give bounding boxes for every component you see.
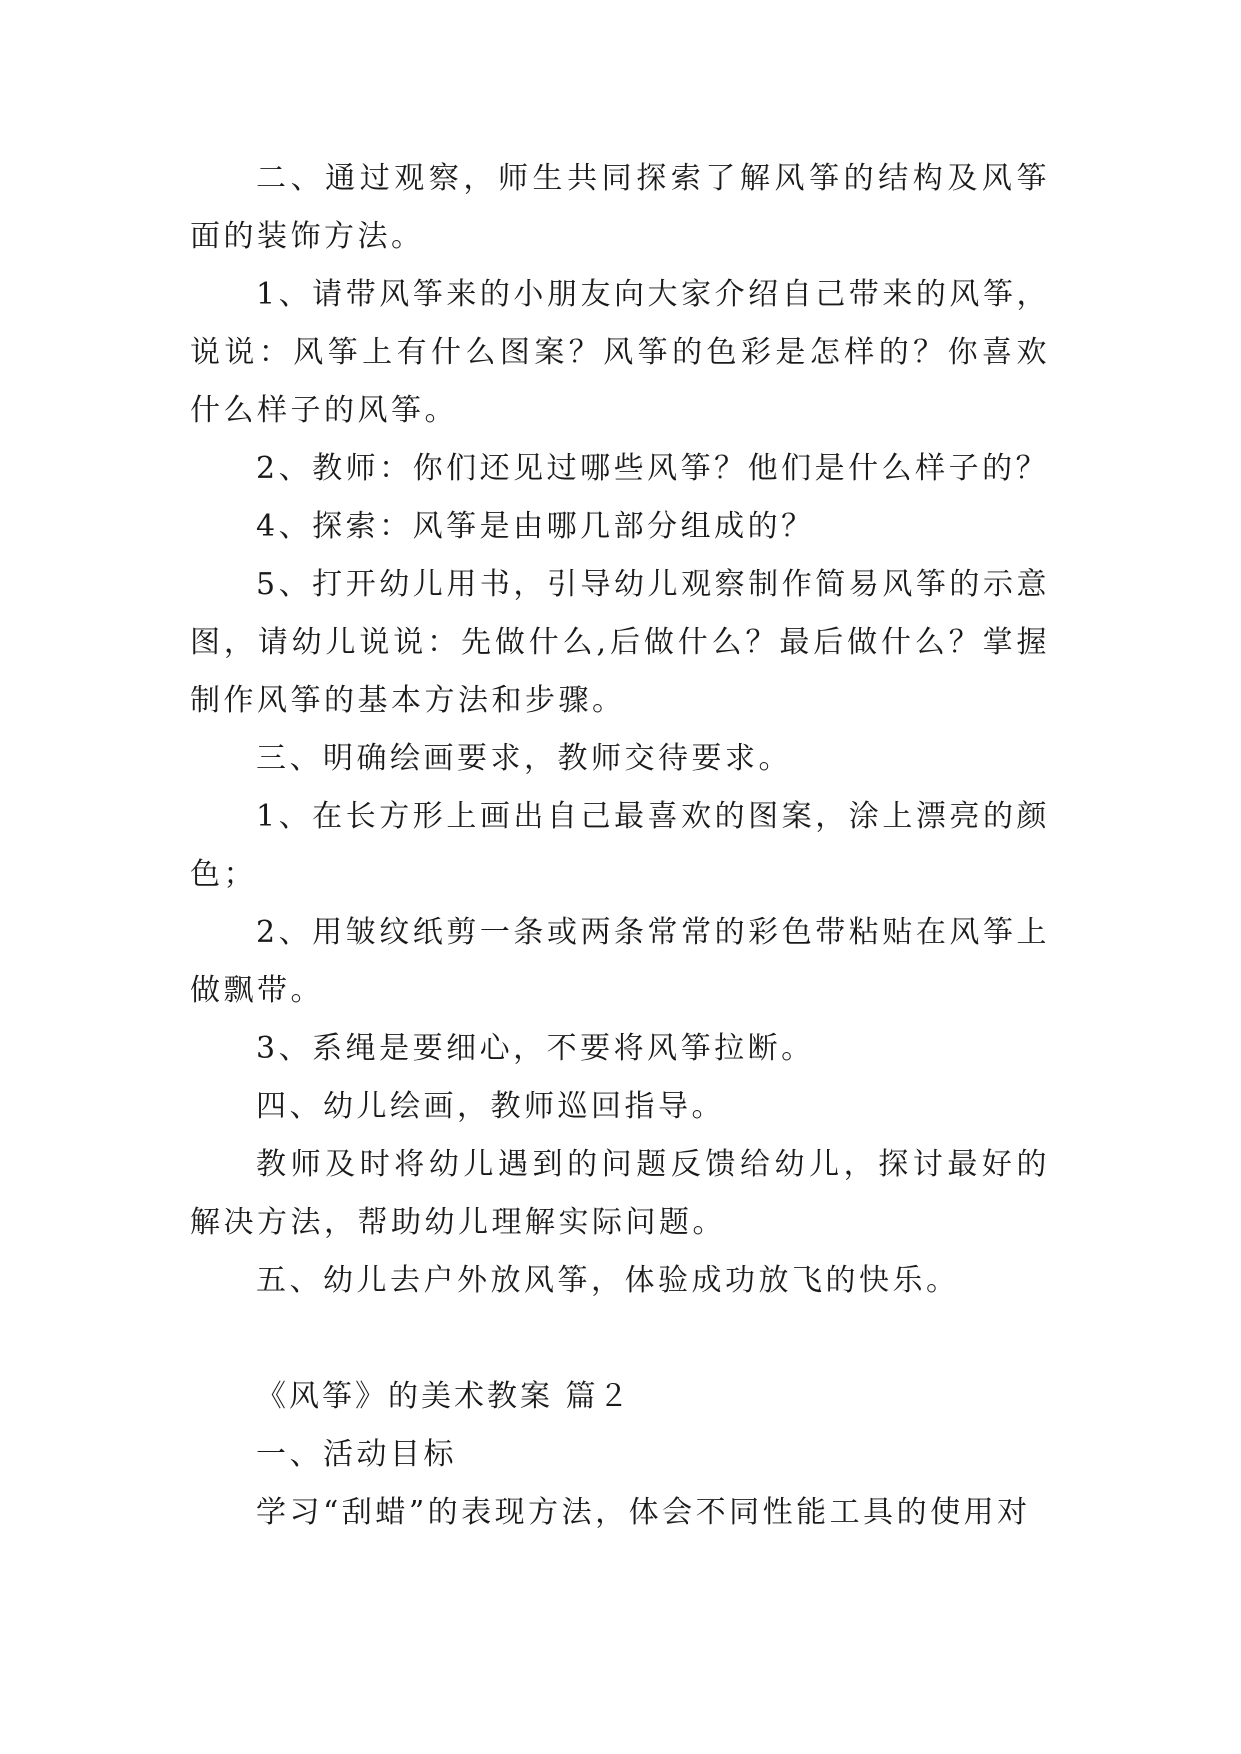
paragraph: 五、幼儿去户外放风筝，体验成功放飞的快乐。 [256,1263,960,1298]
paragraph: 四、幼儿绘画，教师巡回指导。 [256,1089,725,1124]
section-gap [190,1310,1050,1368]
paragraph: 一、活动目标 [256,1437,457,1472]
paragraph: 2、用皱纹纸剪一条或两条常常的彩色带粘贴在风筝上做飘带。 [190,915,1050,1008]
paragraph: 学习“刮蜡”的表现方法，体会不同性能工具的使用对 [256,1495,1031,1530]
paragraph: 教师及时将幼儿遇到的问题反馈给幼儿，探讨最好的解决方法，帮助幼儿理解实际问题。 [190,1147,1050,1240]
paragraph: 2、教师：你们还见过哪些风筝？他们是什么样子的？ [256,451,1050,486]
paragraph: 3、系绳是要细心，不要将风筝拉断。 [256,1031,815,1066]
paragraph: 1、在长方形上画出自己最喜欢的图案，涂上漂亮的颜色； [190,799,1050,892]
paragraph: 5、打开幼儿用书，引导幼儿观察制作简易风筝的示意图，请幼儿说说：先做什么,后做什么？最后做什么？掌握制作风筝的基本方法和步骤。 [190,567,1050,718]
paragraph: 4、探索：风筝是由哪几部分组成的？ [256,509,815,544]
document-body [190,150,1050,1542]
paragraph: 二、通过观察，师生共同探索了解风筝的结构及风筝面的装饰方法。 [190,161,1050,254]
section-heading: 《风筝》的美术教案 篇２ [256,1379,632,1414]
paragraph: 1、请带风筝来的小朋友向大家介绍自己带来的风筝，说说：风筝上有什么图案？风筝的色彩是怎样的？你喜欢什么样子的风筝。 [190,277,1050,428]
paragraph: 三、明确绘画要求，教师交待要求。 [256,741,792,776]
